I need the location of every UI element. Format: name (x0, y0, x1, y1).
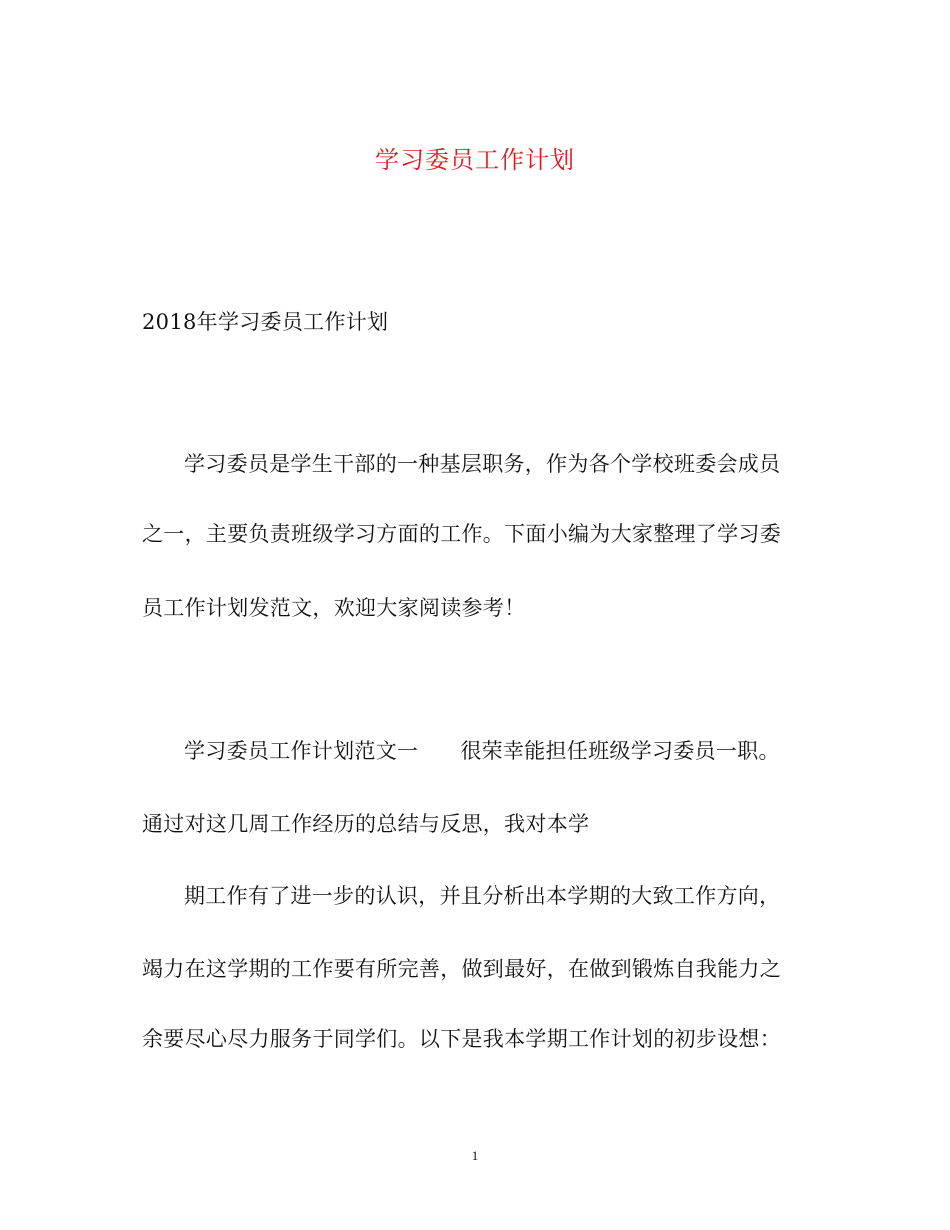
sample-first-sentence: 很荣幸能担任班级学习委员一职。 (460, 739, 780, 763)
document-subtitle: 2018年学习委员工作计划 (142, 310, 389, 334)
paragraph-1-line-3: 员工作计划发范文，欢迎大家阅读参考！ (142, 596, 526, 620)
paragraph-1-line-1: 学习委员是学生干部的一种基层职务，作为各个学校班委会成员 (184, 452, 781, 476)
paragraph-3-line-2: 竭力在这学期的工作要有所完善，做到最好，在做到锻炼自我能力之 (142, 957, 781, 981)
paragraph-1-line-2: 之一，主要负责班级学习方面的工作。下面小编为大家整理了学习委 (142, 522, 781, 546)
paragraph-3-line-3: 余要尽心尽力服务于同学们。以下是我本学期工作计划的初步设想： (142, 1027, 781, 1051)
document-title: 学习委员工作计划 (375, 146, 575, 174)
paragraph-2-line-2: 通过对这几周工作经历的总结与反思，我对本学 (142, 812, 590, 836)
paragraph-2-line-1 (184, 735, 810, 767)
page-number: 1 (471, 1148, 479, 1163)
sample-heading: 学习委员工作计划范文一 (184, 739, 419, 763)
paragraph-3-line-1: 期工作有了进一步的认识，并且分析出本学期的大致工作方向， (184, 884, 781, 908)
